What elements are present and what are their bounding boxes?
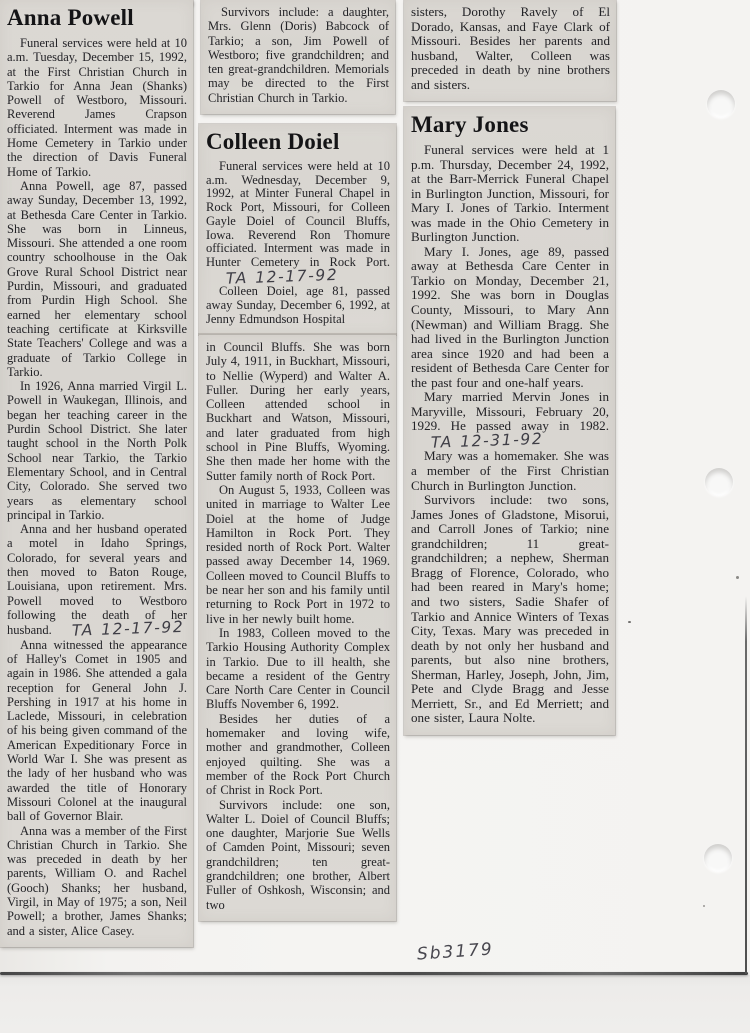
paper-speck xyxy=(703,905,705,907)
hole-punch-middle xyxy=(705,468,733,496)
clipping-anna-powell-continuation xyxy=(201,0,395,114)
anna-paragraph-services: Funeral services were held at 10 a.m. Tuesday, December 15, 1992, at the First Christian Church in Tarkio for Anna Jean (Shanks) Powell of Westboro, Missouri. Reverend James Crapson officiated. Interment was made in Home Cemetery in Tarkio under the direction of Davis Funeral Home of Tarkio. xyxy=(7,36,187,179)
handwritten-date-mary: TA 12-31-92 xyxy=(430,429,544,452)
mary-paragraph-survivors: Survivors include: two sons, James Jones of Gladstone, Misorui, and Carroll Jones of Tarkio; nine grandchildren; 11 great-grandchildren; a nephew, Sherman Bragg of Florence, Colorado, who had been reared in Mary's home; and two sisters, Sadie Shafer of Tarkio and Annice Winters of Texas City, Texas. Mary was preceded in death by not only her husband and parents, but also nine brothers, Sherman, Harley, Joseph, John, Jim, Pete and Clyde Bragg and Jesse Merriett, Sr., and Ed Merriett; and one sister, Laura Nolte. xyxy=(411,492,609,726)
mary-paragraph-services: Funeral services were held at 1 p.m. Thursday, December 24, 1992, at the Barr-Merrick Funeral Chapel in Burlington Junction, Missouri, for Mary I. Jones of Tarkio. Interment was made in the Ohio Cemetery in Burlington Junction. xyxy=(411,142,609,245)
obituary-title-mary-jones: Mary Jones xyxy=(411,112,529,137)
mary-paragraph-marriage xyxy=(411,389,609,452)
colleen-paragraph-tarkio-housing: In 1983, Colleen moved to the Tarkio Housing Authority Complex in Tarkio. Due to ill health, she became a resident of the Gentry Care North Care Center in Council Bluffs November 6, 1992. xyxy=(206,625,390,712)
page-right-edge xyxy=(745,596,747,974)
colleen-paragraph-death-start: Colleen Doiel, age 81, passed away Sunday, December 6, 1992, at Jenny Edmundson Hospital xyxy=(206,284,390,326)
handwritten-date-colleen: TA 12-17-92 xyxy=(225,265,339,288)
hole-punch-bottom xyxy=(704,844,732,872)
colleen-paragraph-sisters: sisters, Dorothy Ravely of El Dorado, Kansas, and Faye Clark of Missouri. Besides her parents and husband, Walter, Colleen was preceded in death by nine brothers and sisters. xyxy=(411,4,610,92)
mary-paragraph-homemaker: Mary was a homemaker. She was a member of the First Christian Church in Burlington Junction. xyxy=(411,448,609,493)
anna-paragraph-later-life-text: Anna and her husband operated a motel in Idaho Springs, Colorado, for several years and then moved to Baton Rouge, Louisiana, upon retirement. Mrs. Powell moved to Westboro following the death of her husband. xyxy=(7,522,187,638)
anna-paragraph-preceded: Anna was a member of the First Christian Church in Tarkio. She was preceded in death by her parents, William O. and Rachel (Gooch) Shanks; her husband, Virgil, in May of 1975; a son, Neil Powell; a brother, James Shanks; and a sister, Alice Casey. xyxy=(7,823,187,938)
page-bottom-edge xyxy=(0,972,748,975)
paper-speck xyxy=(736,576,739,579)
colleen-paragraph-death-continued: in Council Bluffs. She was born July 4, 1911, in Buckhart, Missouri, to Nellie (Wyperd) and Walter A. Fuller. During her early years, Colleen attended school in Buckhart and Watson, Missouri, and later graduated from high school in Pine Bluffs, Wyoming. She then made her home with the Sutter family north of Rock Port. xyxy=(206,340,390,483)
anna-paragraph-biography: Anna Powell, age 87, passed away Sunday, December 13, 1992, at Bethesda Care Center in Tarkio. She was born in Linneus, Missouri. She attended a one room country schoolhouse in the Oak Grove Rural School District near Purdin, Missouri, and graduated from Purdin High School. She earned her elementary school teaching certificate at Kirksville State Teachers' College and was a graduate of Tarkio College in Tarkio. xyxy=(7,178,187,379)
anna-paragraph-survivors: Survivors include: a daughter, Mrs. Glenn (Doris) Babcock of Tarkio; a son, Jim Powell of Westboro; five grandchildren; and ten great-grandchildren. Memorials may be directed to the First Christian Church in Tarkio. xyxy=(208,5,389,105)
paper-speck xyxy=(628,621,631,623)
handwritten-file-code: Sb3179 xyxy=(416,939,495,965)
anna-paragraph-later-life xyxy=(7,522,187,638)
hole-punch-top xyxy=(707,90,735,118)
mary-paragraph-biography: Mary I. Jones, age 89, passed away at Bethesda Care Center in Tarkio on Monday, December 21, 1992. She was born in Douglas County, Missouri, to Mary Ann (Newman) and William Bragg. She had lived in the Burlington Junction area since 1920 and had been a resident of Bethesda Care Center for the past four and one-half years. xyxy=(411,243,609,390)
obituary-title-colleen-doiel: Colleen Doiel xyxy=(206,129,340,154)
clipping-colleen-doiel-continuation xyxy=(404,0,616,101)
anna-paragraph-halleys-comet: Anna witnessed the appearance of Halley's Comet in 1905 and again in 1986. She attended a gala reception for General John J. Pershing in 1917 at his home in Laclede, Missouri, in celebration of his being given command of the American Expeditionary Force in World War I. She was present as the lady of her husband who was awarded the title of Honorary Missouri Colonel at the inaugural ball of Governor Blair. xyxy=(7,637,187,824)
obituary-title-anna-powell: Anna Powell xyxy=(7,5,134,30)
colleen-paragraph-survivors: Survivors include: one son, Walter L. Doiel of Council Bluffs; one daughter, Marjorie Sue Wells of Camden Point, Missouri; seven grandchildren; ten great-grandchildren; one brother, Albert Fuller of Oshkosh, Wisconsin; and two xyxy=(206,797,390,912)
mary-paragraph-marriage-text: Mary married Mervin Jones in Maryville, Missouri, February 20, 1929. He passed away in 1982. xyxy=(411,389,609,434)
colleen-paragraph-services-text: Funeral services were held at 10 a.m. Wednesday, December 9, 1992, at Minter Funeral Chapel in Rock Port, Missouri, for Colleen Gayle Doiel of Council Bluffs, Iowa. Reverend Ron Thomure officiated. Interment was made in Hunter Cemetery in Rock Port. xyxy=(206,159,390,269)
clipping-mary-jones xyxy=(404,107,615,735)
colleen-paragraph-marriage: On August 5, 1933, Colleen was united in marriage to Walter Lee Doiel at the home of Judge Hamilton in Rock Port. They resided north of Rock Port. Walter passed away December 14, 1969. Colleen moved to Council Bluffs to be near her son and his family until returning to Rock Port in 1972 to live in her newly built home. xyxy=(206,482,390,626)
anna-paragraph-career: In 1926, Anna married Virgil L. Powell in Waukegan, Illinois, and began her teaching career in the Purdin School District. She later taught school in the North Polk School near Tarkio, the Tarkio Elementary School, and in Central City, Colorado. She served two years as elementary school principal in Tarkio. xyxy=(7,379,187,522)
colleen-paragraph-homemaker: Besides her duties of a homemaker and loving wife, mother and grandmother, Colleen enjoyed quilting. She was a member of the Rock Port Church of Christ in Rock Port. xyxy=(206,711,390,798)
colleen-paragraph-services xyxy=(206,159,390,288)
handwritten-date-anna: TA 12-17-92 xyxy=(71,617,185,640)
underlying-sheet xyxy=(0,975,750,1033)
clipping-colleen-doiel-part1 xyxy=(199,124,396,335)
clipping-anna-powell xyxy=(0,0,193,947)
clipping-colleen-doiel-part2 xyxy=(199,334,396,921)
